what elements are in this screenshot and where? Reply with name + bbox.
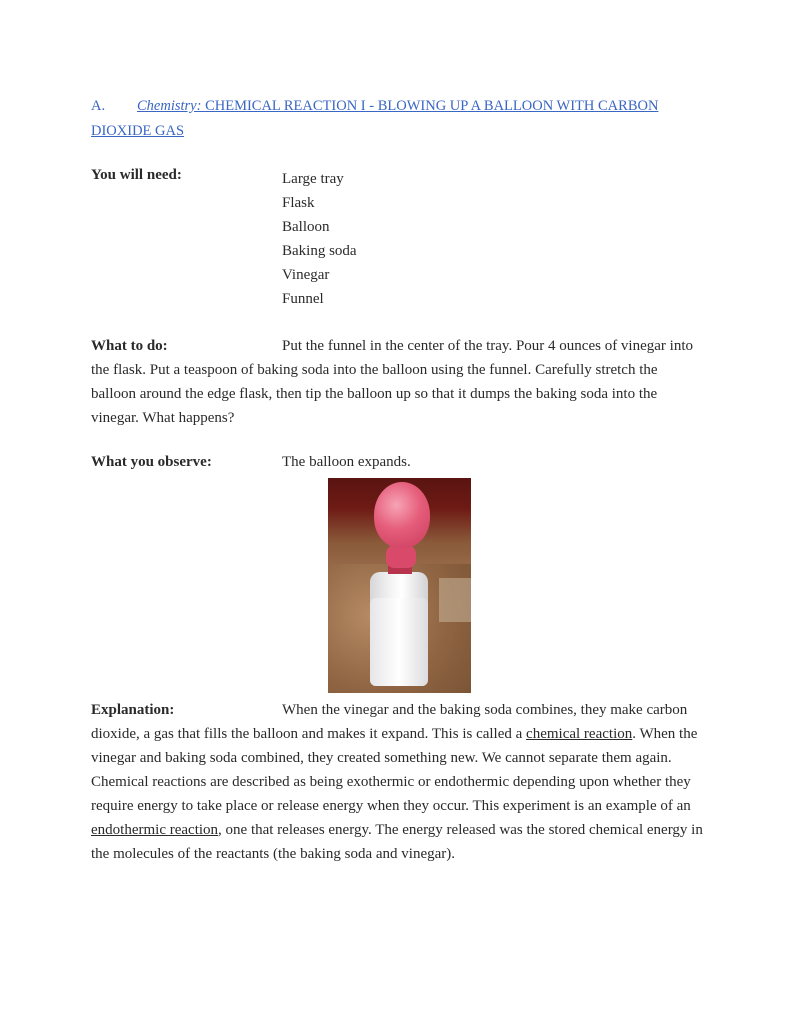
materials-item: Baking soda: [282, 243, 357, 259]
section-letter: A.: [91, 98, 106, 114]
instructions-paragraph: [91, 334, 703, 430]
balloon-experiment-photo: [328, 478, 471, 693]
materials-item: Balloon: [282, 219, 330, 235]
explanation-text-1: When the vinegar and the baking soda combines, they make carbon dioxide, a gas that fills the balloon and makes it expand. This is called a: [91, 702, 688, 742]
instructions-text: Put the funnel in the center of the tray. Pour 4 ounces of vinegar into the flask. Put a teaspoon of baking soda into the balloon using the funnel. Carefully stretch the balloon around the edge flask, then tip the balloon up so that it dumps the baking soda into the vinegar. What happens?: [91, 338, 693, 426]
observation-text: The balloon expands.: [282, 454, 411, 470]
section-heading-link[interactable]: [91, 94, 706, 144]
instructions-label: What to do:: [91, 338, 168, 354]
endothermic-reaction-term: endothermic reaction: [91, 822, 219, 838]
observation-label: What you observe:: [91, 454, 212, 470]
materials-item: Large tray: [282, 171, 344, 187]
explanation-text-3: , one that releases energy. The energy released was the stored chemical energy in the molecules of the reactants (the baking soda and vinegar).: [91, 822, 703, 862]
materials-item: Funnel: [282, 291, 324, 307]
photo-liquid: [370, 598, 428, 686]
explanation-paragraph: [91, 698, 703, 866]
materials-label: You will need:: [91, 167, 182, 183]
section-title: CHEMICAL REACTION I - BLOWING UP A BALLOON WITH CARBON DIOXIDE GAS: [91, 98, 659, 139]
chemical-reaction-term: chemical reaction: [526, 726, 633, 742]
materials-item: Vinegar: [282, 267, 330, 283]
explanation-label: Explanation:: [91, 702, 175, 718]
section-subject: Chemistry:: [137, 98, 202, 114]
photo-tile: [439, 578, 471, 622]
materials-item: Flask: [282, 195, 315, 211]
materials-list: [282, 167, 357, 311]
photo-balloon: [374, 482, 430, 548]
explanation-text-2: . When the vinegar and baking soda combined, they created something new. We cannot separate them again. Chemical reactions are described as being exothermic or endothermic depending upon whether they require energy to take place or release energy when they occur. This experiment is an example of an: [91, 726, 698, 814]
